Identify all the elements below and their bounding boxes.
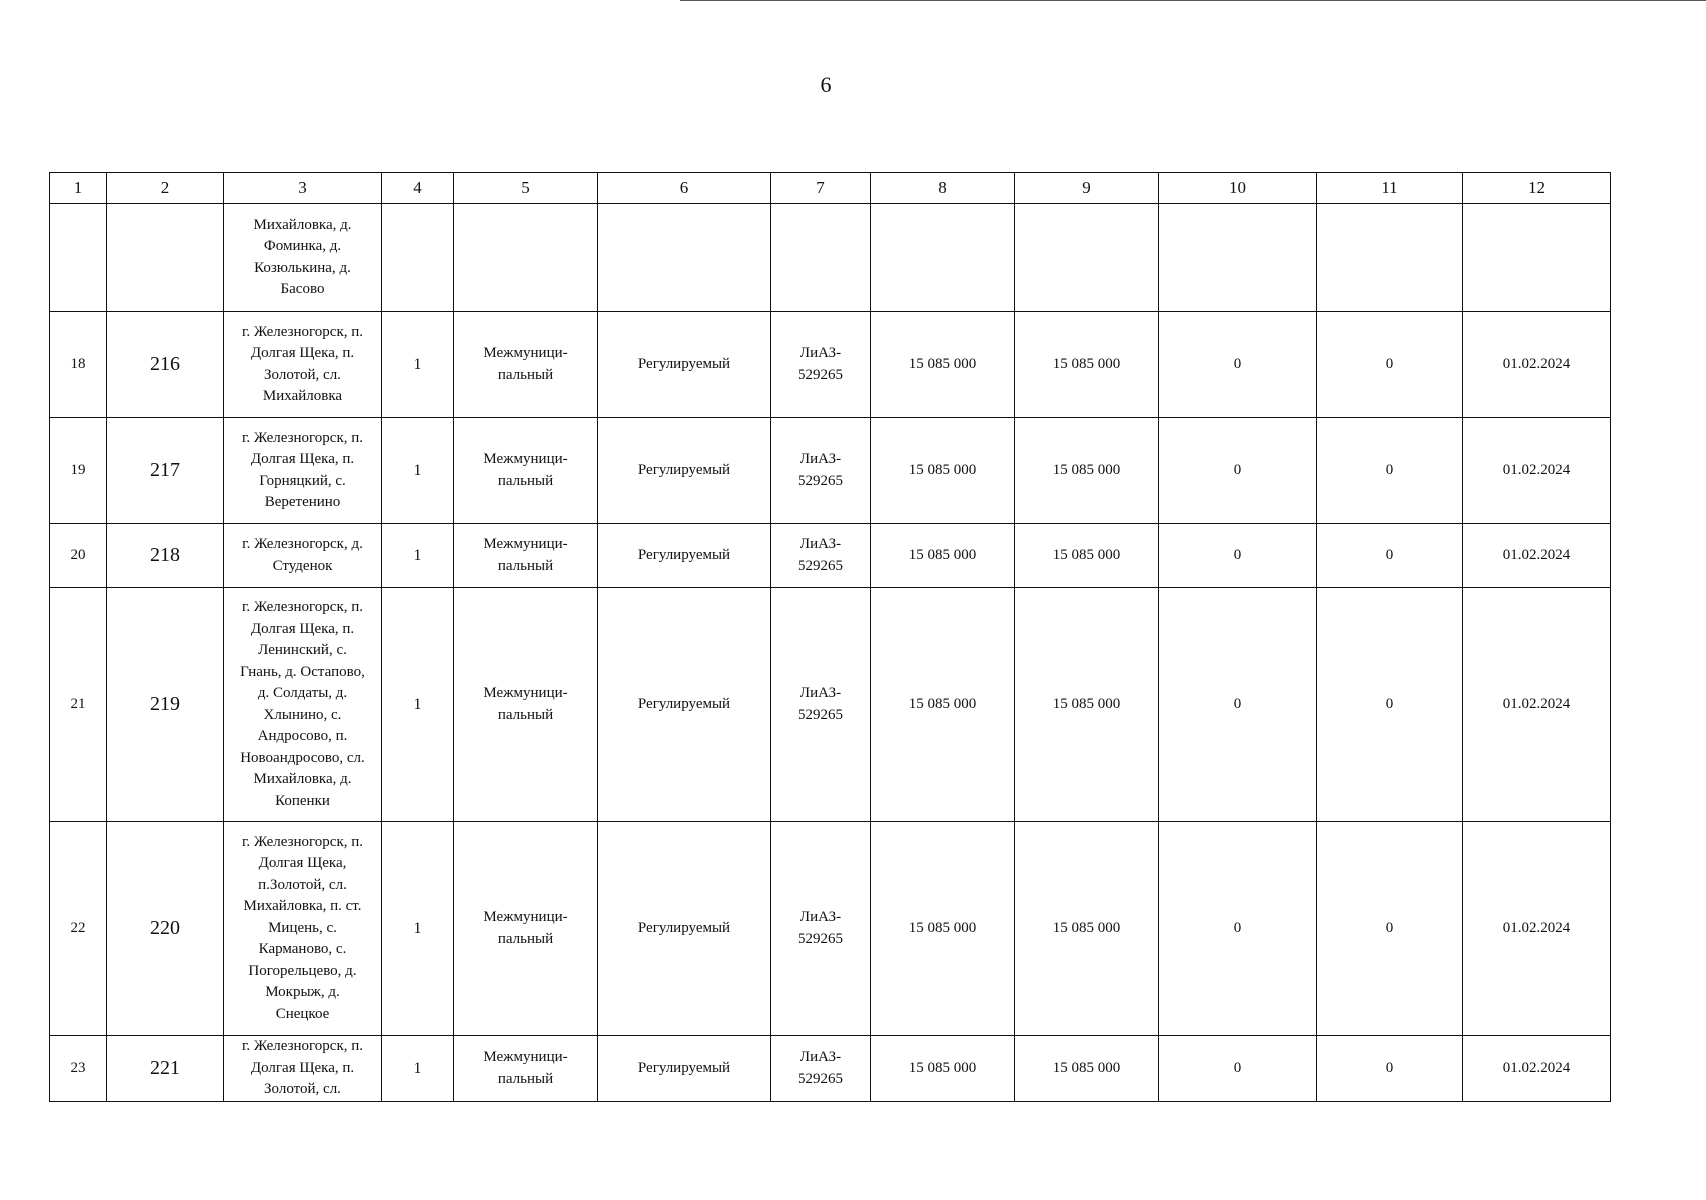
cell-col-10: 0 (1159, 524, 1317, 588)
cell-route-number: 217 (107, 418, 224, 524)
cell-row-number: 23 (50, 1036, 107, 1102)
cell-col-10: 0 (1159, 312, 1317, 418)
cell-col-9 (1015, 204, 1159, 312)
cell-date: 01.02.2024 (1463, 524, 1611, 588)
column-header: 12 (1463, 173, 1611, 204)
cell-bus-model: ЛиАЗ- 529265 (771, 588, 871, 822)
table-row (50, 588, 1611, 822)
cell-stops: Михайловка, д. Фоминка, д. Козюлькина, д. Басово (224, 204, 382, 312)
cell-col-11: 0 (1317, 588, 1463, 822)
cell-bus-model: ЛиАЗ- 529265 (771, 524, 871, 588)
cell-col-11: 0 (1317, 312, 1463, 418)
cell-bus-model: ЛиАЗ- 529265 (771, 822, 871, 1036)
cell-row-number: 22 (50, 822, 107, 1036)
cell-col-11: 0 (1317, 822, 1463, 1036)
cell-stops: г. Железногорск, п. Долгая Щека, п. Золотой, сл. (224, 1036, 382, 1102)
cell-bus-model (771, 204, 871, 312)
cell-date: 01.02.2024 (1463, 1036, 1611, 1102)
table-body (50, 204, 1611, 1102)
cell-route-type (454, 204, 598, 312)
cell-vehicle-count: 1 (382, 418, 454, 524)
cell-col-8 (871, 204, 1015, 312)
cell-col-11 (1317, 204, 1463, 312)
cell-vehicle-count: 1 (382, 312, 454, 418)
cell-col-8: 15 085 000 (871, 312, 1015, 418)
cell-regulation-mode: Регулируемый (598, 418, 771, 524)
cell-date: 01.02.2024 (1463, 822, 1611, 1036)
cell-col-8: 15 085 000 (871, 588, 1015, 822)
cell-bus-model: ЛиАЗ- 529265 (771, 312, 871, 418)
cell-route-number: 219 (107, 588, 224, 822)
cell-route-number: 216 (107, 312, 224, 418)
cell-stops: г. Железногорск, п. Долгая Щека, п. Ленинский, с. Гнань, д. Остапово, д. Солдаты, д. Хлынино, с. Андросово, п. Новоандросово, сл. Михайловка, д. Копенки (224, 588, 382, 822)
cell-col-9: 15 085 000 (1015, 524, 1159, 588)
cell-stops: г. Железногорск, п. Долгая Щека, п.Золотой, сл. Михайловка, п. ст. Мицень, с. Карманово, с. Погорельцево, д. Мокрыж, д. Снецкое (224, 822, 382, 1036)
cell-bus-model: ЛиАЗ- 529265 (771, 1036, 871, 1102)
cell-vehicle-count: 1 (382, 588, 454, 822)
cell-route-number: 220 (107, 822, 224, 1036)
cell-date: 01.02.2024 (1463, 588, 1611, 822)
cell-row-number: 18 (50, 312, 107, 418)
cell-date (1463, 204, 1611, 312)
cell-col-8: 15 085 000 (871, 1036, 1015, 1102)
cell-stops: г. Железногорск, п. Долгая Щека, п. Горняцкий, с. Веретенино (224, 418, 382, 524)
table-row (50, 418, 1611, 524)
column-header: 11 (1317, 173, 1463, 204)
column-header: 4 (382, 173, 454, 204)
cell-regulation-mode: Регулируемый (598, 312, 771, 418)
cell-route-type: Межмуници- пальный (454, 524, 598, 588)
column-header: 1 (50, 173, 107, 204)
cell-vehicle-count: 1 (382, 1036, 454, 1102)
cell-date: 01.02.2024 (1463, 312, 1611, 418)
cell-regulation-mode: Регулируемый (598, 524, 771, 588)
cell-col-8: 15 085 000 (871, 524, 1015, 588)
cell-regulation-mode: Регулируемый (598, 1036, 771, 1102)
cell-stops: г. Железногорск, п. Долгая Щека, п. Золотой, сл. Михайловка (224, 312, 382, 418)
cell-col-11: 0 (1317, 524, 1463, 588)
table-row (50, 822, 1611, 1036)
cell-row-number: 21 (50, 588, 107, 822)
cell-vehicle-count: 1 (382, 524, 454, 588)
column-header: 2 (107, 173, 224, 204)
header-row (50, 173, 1611, 204)
cell-route-number: 221 (107, 1036, 224, 1102)
table-row (50, 524, 1611, 588)
cell-route-type: Межмуници- пальный (454, 822, 598, 1036)
table-row (50, 1036, 1611, 1102)
cell-row-number (50, 204, 107, 312)
cell-col-9: 15 085 000 (1015, 312, 1159, 418)
cell-col-9: 15 085 000 (1015, 588, 1159, 822)
table-row (50, 204, 1611, 312)
cell-col-10: 0 (1159, 822, 1317, 1036)
cell-bus-model: ЛиАЗ- 529265 (771, 418, 871, 524)
cell-route-number (107, 204, 224, 312)
cell-route-type: Межмуници- пальный (454, 1036, 598, 1102)
column-header: 8 (871, 173, 1015, 204)
cell-col-10: 0 (1159, 588, 1317, 822)
column-header: 3 (224, 173, 382, 204)
cell-row-number: 20 (50, 524, 107, 588)
cell-row-number: 19 (50, 418, 107, 524)
cell-date: 01.02.2024 (1463, 418, 1611, 524)
cell-col-11: 0 (1317, 418, 1463, 524)
cell-col-9: 15 085 000 (1015, 822, 1159, 1036)
cell-route-type: Межмуници- пальный (454, 312, 598, 418)
column-header: 6 (598, 173, 771, 204)
table-row (50, 312, 1611, 418)
column-header: 5 (454, 173, 598, 204)
cell-col-9: 15 085 000 (1015, 418, 1159, 524)
cell-regulation-mode (598, 204, 771, 312)
cell-stops: г. Железногорск, д. Студенок (224, 524, 382, 588)
cell-route-type: Межмуници- пальный (454, 588, 598, 822)
cell-col-10: 0 (1159, 1036, 1317, 1102)
cell-vehicle-count (382, 204, 454, 312)
routes-table (49, 172, 1611, 1102)
cell-vehicle-count: 1 (382, 822, 454, 1036)
cell-col-8: 15 085 000 (871, 418, 1015, 524)
cell-col-8: 15 085 000 (871, 822, 1015, 1036)
cell-col-9: 15 085 000 (1015, 1036, 1159, 1102)
cell-regulation-mode: Регулируемый (598, 822, 771, 1036)
column-header: 9 (1015, 173, 1159, 204)
page-number: 6 (820, 72, 832, 97)
column-header: 10 (1159, 173, 1317, 204)
cell-route-type: Межмуници- пальный (454, 418, 598, 524)
cell-col-10 (1159, 204, 1317, 312)
cell-route-number: 218 (107, 524, 224, 588)
column-header: 7 (771, 173, 871, 204)
cell-col-10: 0 (1159, 418, 1317, 524)
cell-col-11: 0 (1317, 1036, 1463, 1102)
scan-top-edge (680, 0, 1706, 1)
cell-regulation-mode: Регулируемый (598, 588, 771, 822)
